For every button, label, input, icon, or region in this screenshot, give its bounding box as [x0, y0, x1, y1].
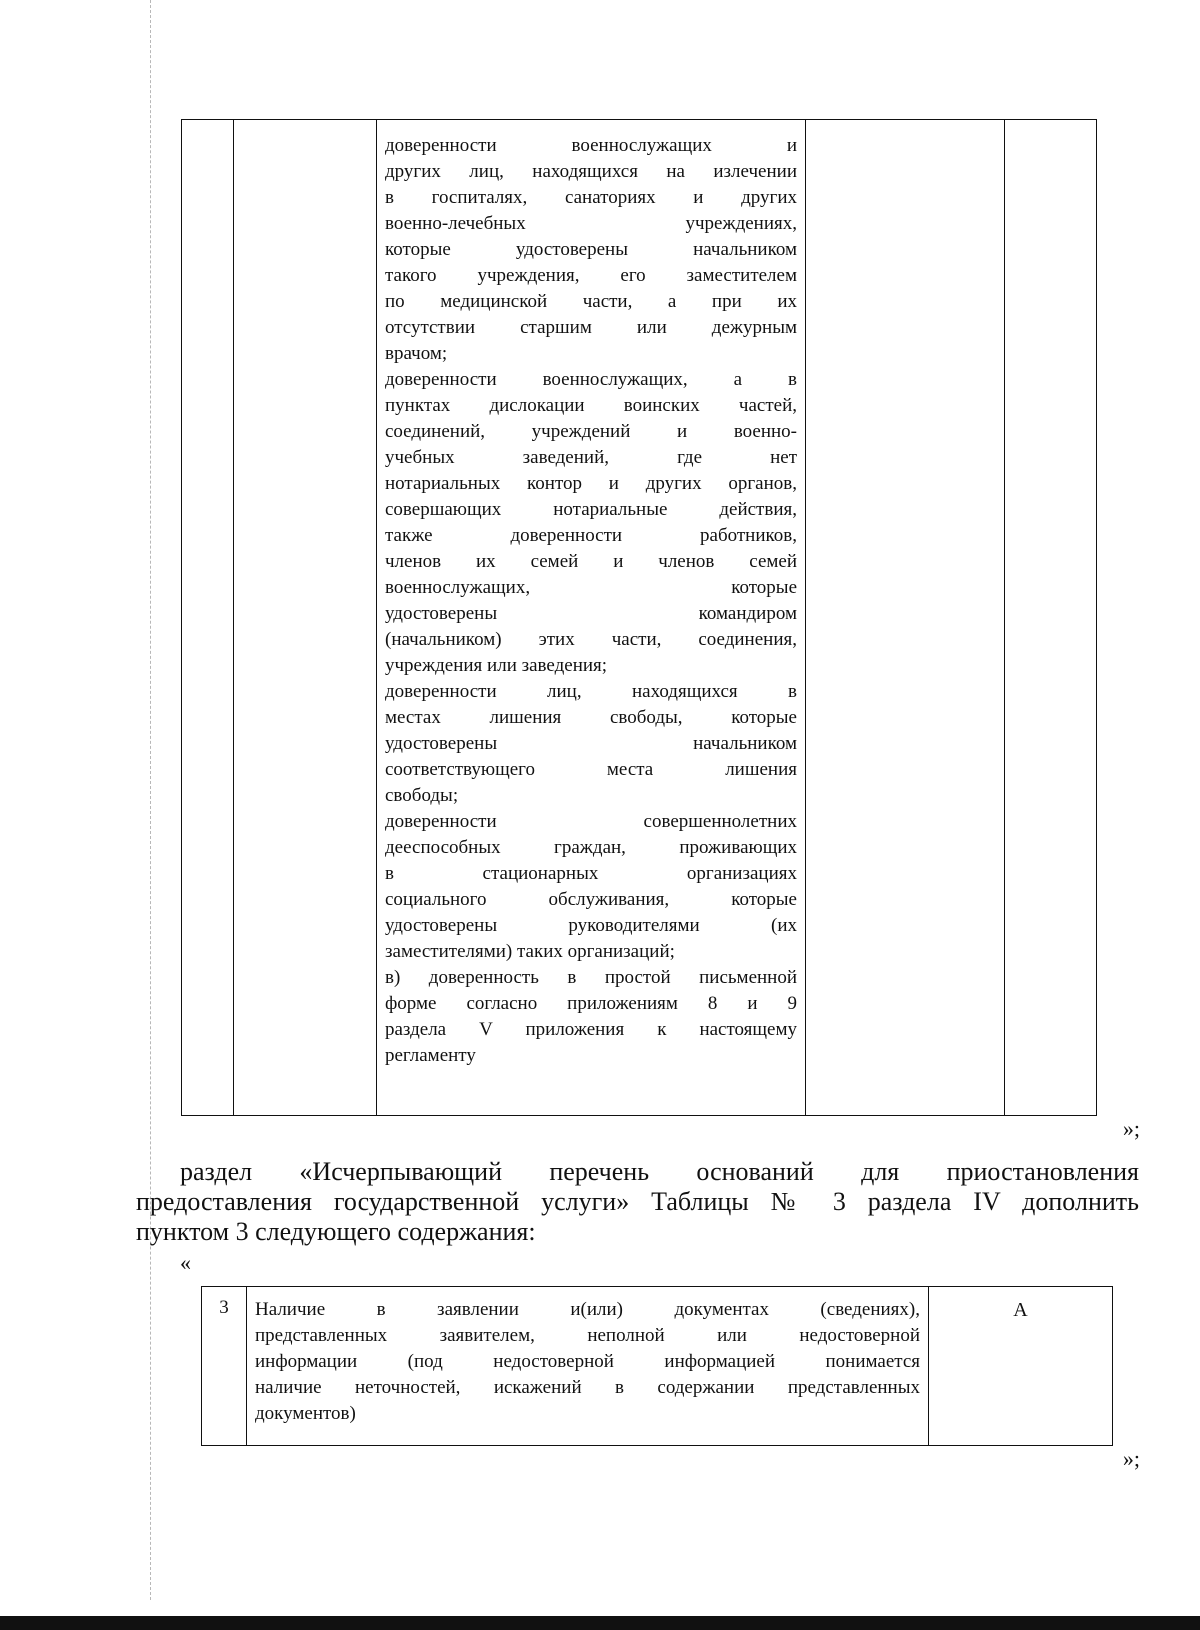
text-line: соединений, учреждений и военно-	[385, 421, 797, 442]
text-line: военнослужащих, которые	[385, 577, 797, 598]
cell-documents-text	[377, 120, 806, 1116]
text-line: доверенности лиц, находящихся в	[385, 681, 797, 702]
text-line: (начальником) этих части, соединения,	[385, 629, 797, 650]
text-line: других лиц, находящихся на излечении	[385, 161, 797, 182]
text-line: военно-лечебных учреждениях,	[385, 213, 797, 234]
paragraph-line: предоставления государственной услуги» Таблицы № 3 раздела IV дополнить	[136, 1187, 1139, 1216]
text-line: пунктах дислокации воинских частей,	[385, 395, 797, 416]
cell-name	[234, 120, 377, 1116]
row-mark: А	[929, 1287, 1113, 1446]
text-line: нотариальных контор и других органов,	[385, 473, 797, 494]
text-line: удостоверены командиром	[385, 603, 797, 624]
scan-bottom-edge	[0, 1616, 1200, 1630]
cell-number	[182, 120, 234, 1116]
text-line: в стационарных организациях	[385, 863, 797, 884]
text-line: по медицинской части, а при их	[385, 291, 797, 312]
table-row	[182, 120, 1097, 1116]
text-line: доверенности военнослужащих и	[385, 135, 797, 156]
text-line: удостоверены руководителями (их	[385, 915, 797, 936]
text-line: заместителями) таких организаций;	[385, 941, 675, 962]
closing-quote: »;	[1122, 1116, 1140, 1141]
text-line: доверенности военнослужащих, а в	[385, 369, 797, 390]
amendment-paragraph	[136, 1157, 1139, 1247]
text-line: которые удостоверены начальником	[385, 239, 797, 260]
text-line: учреждения или заведения;	[385, 655, 608, 676]
row-number: 3	[202, 1287, 247, 1446]
text-line: Наличие в заявлении и(или) документах (сведениях),	[255, 1299, 920, 1320]
text-line: наличие неточностей, искажений в содержании представленных	[255, 1377, 920, 1398]
text-line: доверенности совершеннолетних	[385, 811, 797, 832]
text-line: раздела V приложения к настоящему	[385, 1019, 797, 1040]
table-continuation	[181, 119, 1097, 1116]
text-line: в госпиталях, санаториях и других	[385, 187, 797, 208]
text-line: также доверенности работников,	[385, 525, 797, 546]
text-line: информации (под недостоверной информацией понимается	[255, 1351, 920, 1372]
text-line: форме согласно приложениям 8 и 9	[385, 993, 797, 1014]
text-line: дееспособных граждан, проживающих	[385, 837, 797, 858]
text-line: в) доверенность в простой письменной	[385, 967, 797, 988]
closing-quote: »;	[1122, 1446, 1140, 1471]
paragraph-line: пунктом 3 следующего содержания:	[136, 1217, 536, 1246]
text-line: такого учреждения, его заместителем	[385, 265, 797, 286]
text-line: социального обслуживания, которые	[385, 889, 797, 910]
text-line: удостоверены начальником	[385, 733, 797, 754]
table-addition	[201, 1286, 1113, 1446]
text-line: соответствующего места лишения	[385, 759, 797, 780]
text-line: свободы;	[385, 785, 459, 806]
cell-result	[806, 120, 1005, 1116]
cell-note	[1005, 120, 1097, 1116]
paragraph-line: раздел «Исчерпывающий перечень оснований для приостановления	[180, 1157, 1139, 1186]
text-line: отсутствии старшим или дежурным	[385, 317, 797, 338]
text-line: представленных заявителем, неполной или недостоверной	[255, 1325, 920, 1346]
text-line: членов их семей и членов семей	[385, 551, 797, 572]
row-description	[247, 1287, 929, 1446]
text-line: местах лишения свободы, которые	[385, 707, 797, 728]
text-line: совершающих нотариальные действия,	[385, 499, 797, 520]
opening-quote: «	[180, 1250, 191, 1275]
table-row	[202, 1287, 1113, 1446]
scan-margin-line	[150, 0, 152, 1600]
text-line: учебных заведений, где нет	[385, 447, 797, 468]
text-line: документов)	[255, 1403, 356, 1424]
text-line: врачом;	[385, 343, 448, 364]
text-line: регламенту	[385, 1045, 476, 1066]
